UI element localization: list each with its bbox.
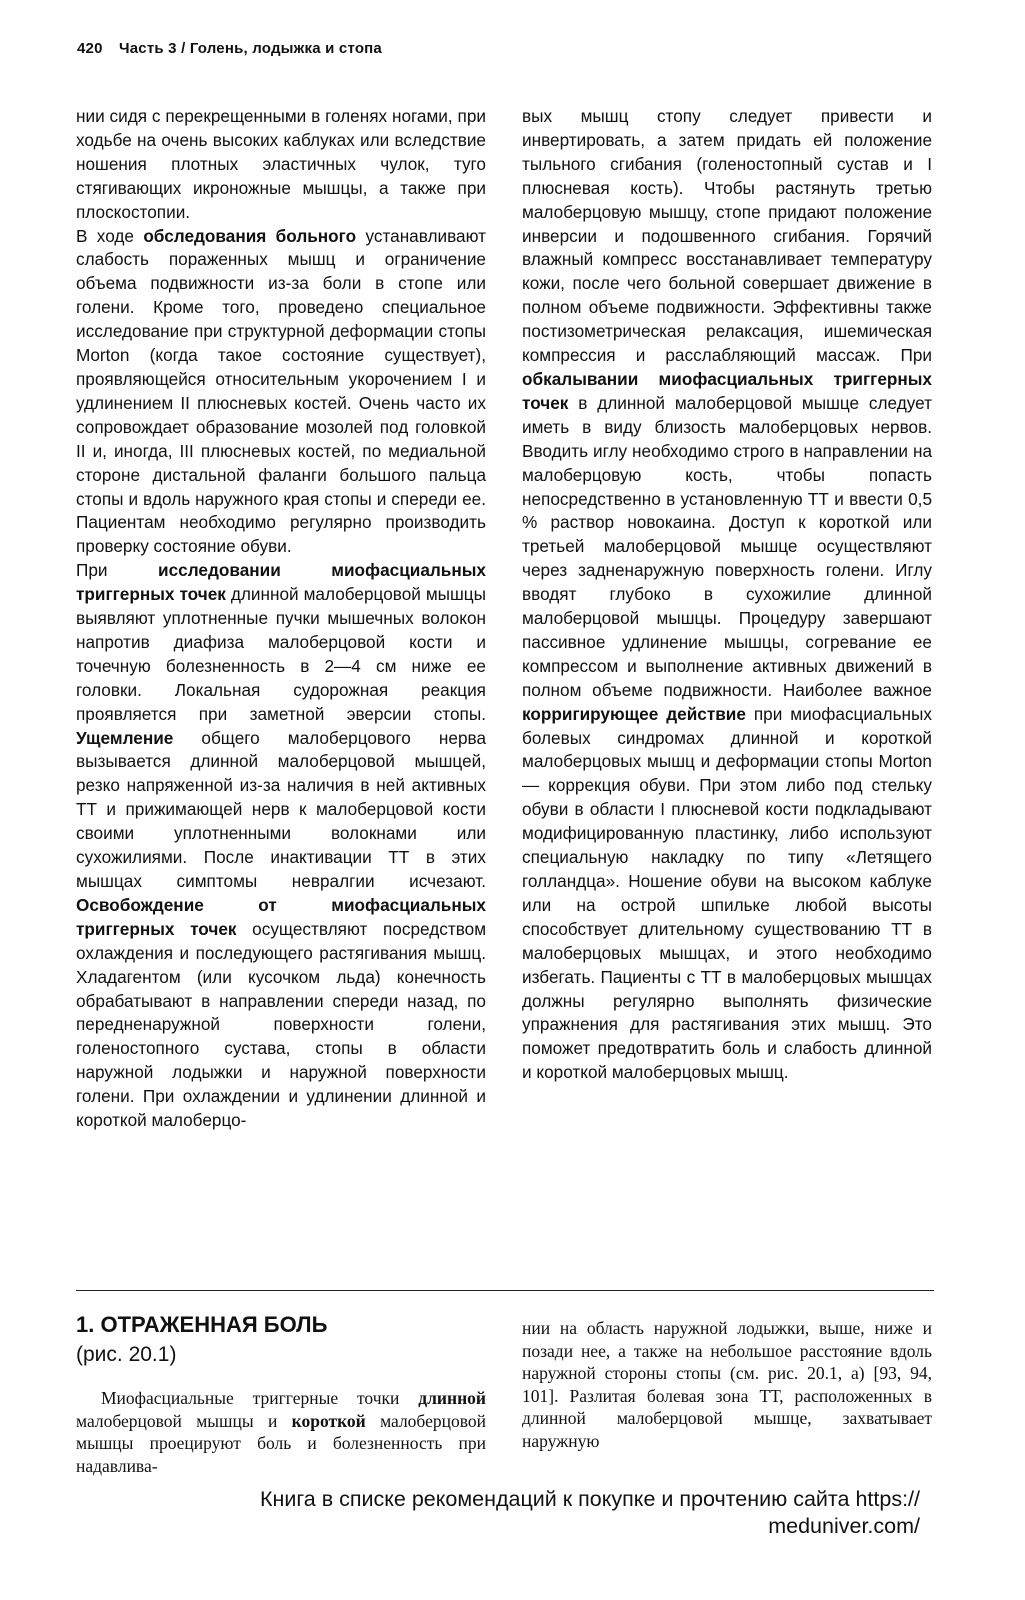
- paragraph: нии сидя с перекрещенными в голенях ногами, при ходьбе на очень высоких каблуках или вследствие ношения плотных эластичных чулок, туго стягивающих икроножные мышцы, а также при плоскостопии.: [76, 106, 486, 222]
- bold-term: исследовании миофасциальных триггерных точек: [76, 560, 486, 605]
- text-run: осуществляют посредством охлаждения и последующего растягивания мышц. Хладагентом (или кусочком льда) конечность обрабатывают в направлении спереди назад, по передненаружной поверхности голени, голеностопного сустава, стопы в области наружной лодыжки и наружной поверхности голени. При охлаждении и удлинении длинной и короткой малоберцо-: [76, 918, 487, 1131]
- text-run: В ходе: [76, 225, 144, 246]
- paragraph: [76, 225, 486, 560]
- page-header: [77, 40, 382, 57]
- bold-term: Ущемление: [76, 727, 174, 748]
- bold-term: обкалывании миофасциальных триггерных точек: [522, 368, 932, 413]
- bold-term: длинной: [418, 1388, 486, 1408]
- right-column: [522, 105, 932, 1085]
- site-footer: [150, 1486, 920, 1540]
- footer-line: Книга в списке рекомендаций к покупке и прочтению сайта https://: [260, 1487, 920, 1511]
- footer-link[interactable]: meduniver.com/: [768, 1514, 920, 1538]
- text-run: малоберцовой мышцы проецируют боль и болезненность при надавлива-: [76, 1410, 486, 1476]
- running-title: Часть 3 / Голень, лодыжка и стопа: [119, 40, 382, 57]
- paragraph: [76, 559, 486, 1133]
- page-number: 420: [77, 40, 103, 57]
- left-column: [76, 105, 486, 1133]
- text-run: в длинной малоберцовой мышце следует иметь в виду близость малоберцовых нервов. Вводить иглу необходимо строго в направлении на малоберцовую кость, чтобы попасть непосредственно в установленную ТТ и ввести 0,5 % раствор новокаина. Доступ к короткой или третьей малоберцовой мышце осуществляют через задненаружную поверхность голени. Иглу вводят глубоко в сухожилие длинной малоберцовой мышцы. Процедуру завершают пассивное удлинение мышцы, согревание ее компрессом и выполнение активных движений в полном объеме подвижности. Наиболее важное: [522, 392, 932, 700]
- text-run: при миофасциальных болевых синдромах длинной и короткой малоберцовых мышц и деформации стопы Morton — коррекция обуви. При этом либо под стельку обуви в области I плюсневой кости подкладывают модифицированную пластинку, либо используют специальную накладку по типу «Летящего голландца». Ношение обуви на высоком каблуке или на острой шпильке любой высоты способствует длительному существованию ТТ в малоберцовых мышцах, и этого необходимо избегать. Пациенты с ТТ в малоберцовых мышцах должны регулярно выполнять физические упражнения для растягивания этих мышц. Это поможет предотвратить боль и слабость длинной и короткой малоберцовых мышц.: [522, 703, 932, 1083]
- bold-term: короткой: [291, 1410, 366, 1431]
- section-paragraph-left: [76, 1387, 486, 1477]
- section-subtitle: (рис. 20.1): [76, 1343, 177, 1366]
- bold-term: Освобождение от миофасциальных триггерных точек: [76, 894, 486, 939]
- section-paragraph-right: нии на область наружной лодыжки, выше, ниже и позади нее, а также на небольшое расстояние вдоль наружной стороны стопы (см. рис. 20.1, а) [93, 94, 101]. Разлитая болевая зона ТТ, расположенных в длинной малоберцовой мышце, захватывает наружную: [522, 1318, 932, 1451]
- text-run: устанавливают слабость пораженных мышц и ограничение объема подвижности из-за боли в стопе или голени. Кроме того, проведено специальное исследование при структурной деформации стопы Morton (когда такое состояние существует), проявляющейся относительным укорочением I и удлинением II плюсневых костей. Очень часто их сопровождает образование мозолей под головкой II и, иногда, III плюсневых костей, по медиальной стороне дистальной фаланги большого пальца стопы и вдоль наружного края стопы и спереди ее. Пациентам необходимо регулярно производить проверку состояние обуви.: [76, 225, 486, 557]
- text-run: длинной малоберцовой мышцы выявляют уплотненные пучки мышечных волокон напротив диафиза малоберцовой кости и точечную болезненность в 2—4 см ниже ее головки. Локальная судорожная реакция проявляется при заметной эверсии стопы.: [76, 584, 486, 724]
- text-run: Миофасциальные триггерные точки: [101, 1388, 419, 1408]
- section-divider: [76, 1290, 934, 1291]
- bold-term: корригирующее действие: [522, 703, 746, 724]
- bold-term: обследования больного: [143, 225, 357, 246]
- text-run: малоберцовой мышцы и: [76, 1410, 292, 1431]
- paragraph: [522, 105, 932, 1085]
- text-run: общего малоберцового нерва вызывается длинной малоберцовой мышцей, резко напряженной из-за наличия в ней активных ТТ и прижимающей нерв к малоберцовой кости своими уплотненными волокнами или сухожилиями. После инактивации ТТ в этих мышцах симптомы невралгии исчезают.: [76, 727, 486, 891]
- text-run: При: [76, 560, 159, 581]
- text-run: вых мышц стопу следует привести и инвертировать, а затем придать ей положение тыльного сгибания (голеностопный сустав и I плюсневая кость). Чтобы растянуть третью малоберцовую мышцу, стопе придают положение инверсии и подошвенного сгибания. Горячий влажный компресс восстанавливает температуру кожи, после чего больной совершает движение в полном объеме подвижности. Эффективны также постизометрическая релаксация, ишемическая компрессия и расслабляющий массаж. При: [522, 106, 932, 366]
- section-title: 1. ОТРАЖЕННАЯ БОЛЬ: [76, 1312, 328, 1337]
